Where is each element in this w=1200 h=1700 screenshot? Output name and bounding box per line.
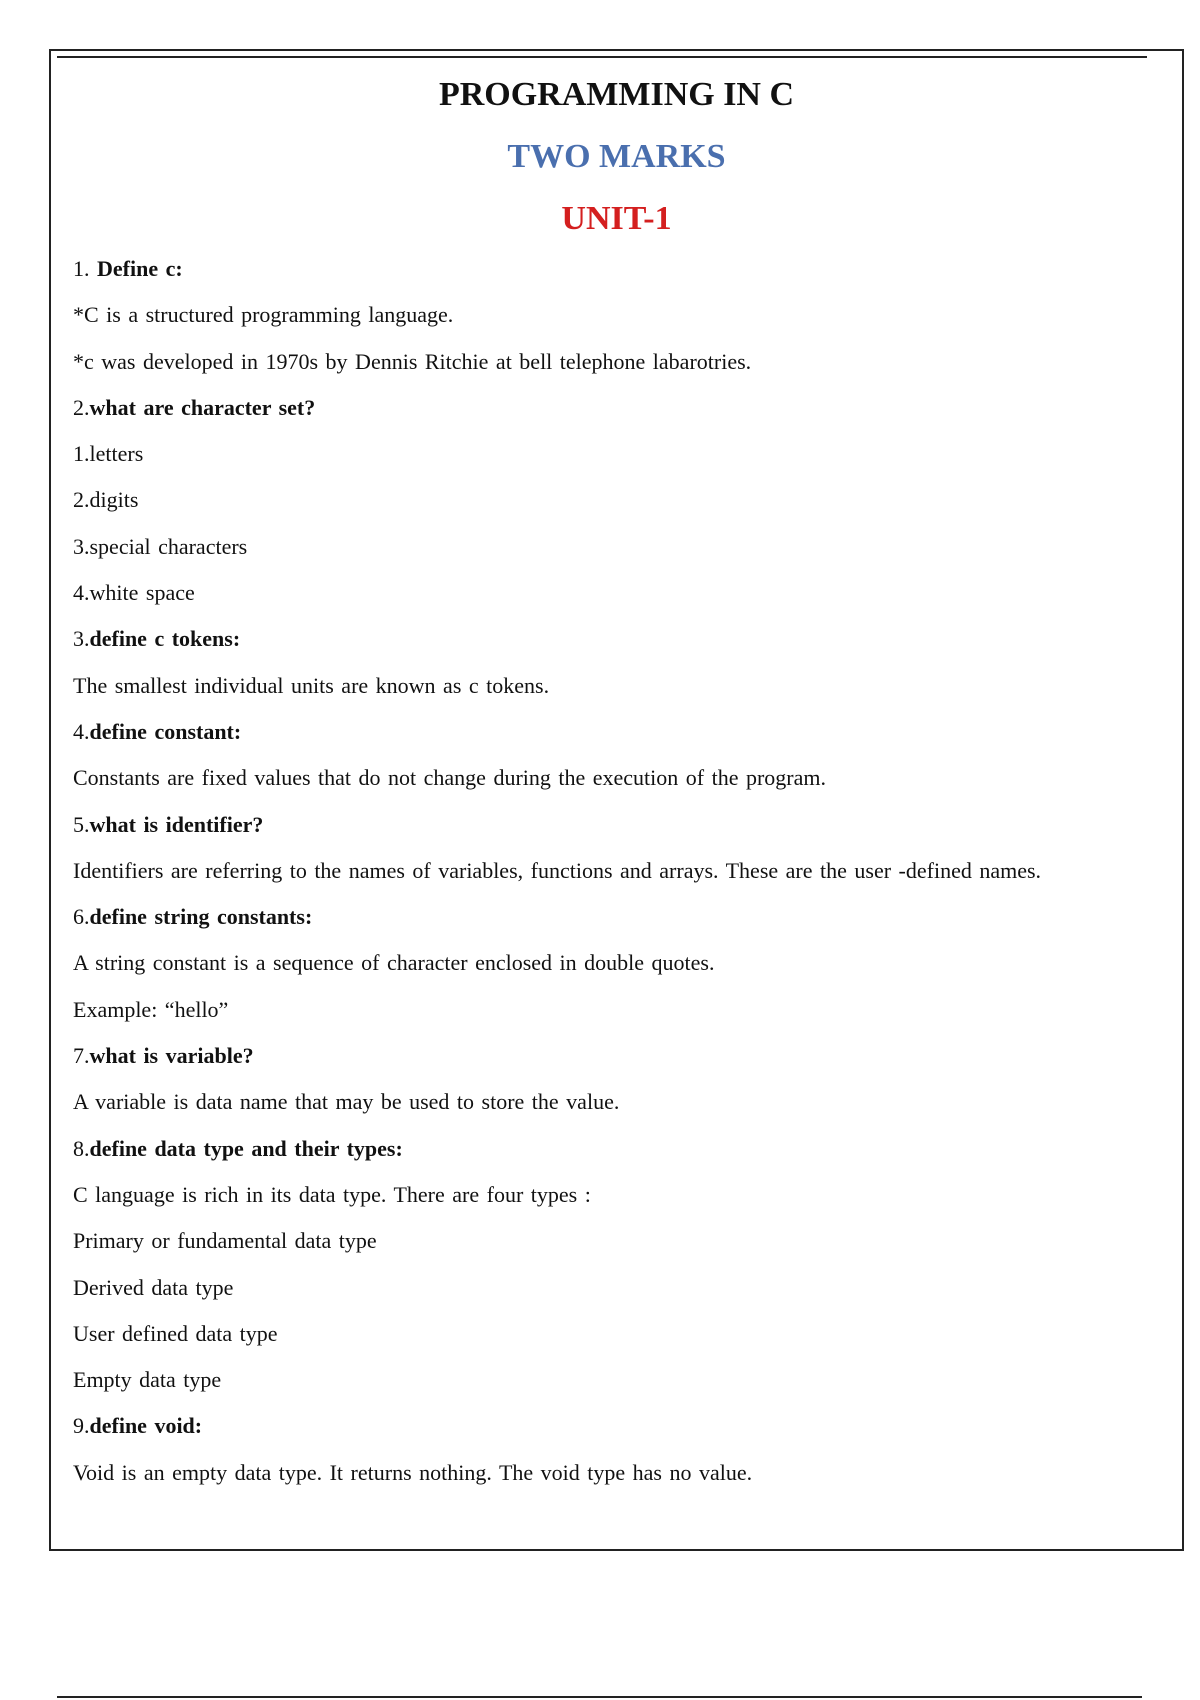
- question-heading: [73, 1134, 1173, 1180]
- answer-line: The smallest individual units are known as c tokens.: [73, 672, 550, 698]
- answer-line: *c was developed in 1970s by Dennis Ritchie at bell telephone labarotries.: [73, 348, 752, 374]
- answer-line: A string constant is a sequence of character enclosed in double quotes.: [73, 950, 715, 976]
- top-rule: [57, 56, 1147, 58]
- question-text: define string constants:: [89, 904, 313, 930]
- answer-line: Primary or fundamental data type: [73, 1228, 377, 1254]
- question-number: 6.: [73, 904, 90, 930]
- answer-line: Identifiers are referring to the names of variables, functions and arrays. These are the user -defined names.: [73, 857, 1042, 883]
- answer-line: Void is an empty data type. It returns nothing. The void type has no value.: [73, 1459, 753, 1485]
- question-number: 8.: [73, 1135, 90, 1161]
- question-text: what is identifier?: [89, 811, 264, 837]
- document-header: [51, 71, 1182, 243]
- document-subtitle: TWO MARKS: [507, 138, 726, 175]
- answer-line: Example: “hello”: [73, 996, 229, 1022]
- question-number: 3.: [73, 626, 90, 652]
- question-text: define data type and their types:: [89, 1135, 403, 1161]
- question-text: Define c:: [97, 256, 183, 281]
- question-number: 1.: [73, 256, 97, 281]
- question-number: 7.: [73, 1043, 90, 1069]
- page-frame: [49, 49, 1184, 1551]
- bottom-rule: [57, 1696, 1142, 1698]
- answer-line: Derived data type: [73, 1274, 234, 1300]
- question-text: define c tokens:: [89, 626, 241, 652]
- question-heading: [73, 810, 1173, 856]
- question-heading: [73, 254, 1173, 300]
- document-content: [73, 254, 1173, 1504]
- question-number: 9.: [73, 1413, 90, 1439]
- question-text: define void:: [89, 1413, 203, 1439]
- question-heading: [73, 393, 1173, 439]
- question-heading: [73, 717, 1173, 763]
- answer-line: Constants are fixed values that do not change during the execution of the program.: [73, 765, 827, 791]
- document-title: PROGRAMMING IN C: [438, 76, 795, 113]
- answer-line: 2.digits: [73, 487, 139, 513]
- question-number: 2.: [73, 394, 90, 420]
- answer-line: 1.letters: [73, 441, 144, 467]
- question-number: 5.: [73, 811, 90, 837]
- question-heading: [73, 1411, 1173, 1457]
- question-number: 4.: [73, 718, 90, 744]
- answer-line: Empty data type: [73, 1367, 222, 1393]
- answer-line: *C is a structured programming language.: [73, 302, 454, 328]
- unit-heading: UNIT-1: [561, 200, 672, 237]
- question-text: what are character set?: [89, 394, 316, 420]
- question-text: what is variable?: [89, 1043, 254, 1069]
- answer-line: C language is rich in its data type. There are four types :: [73, 1181, 591, 1207]
- answer-line: 3.special characters: [73, 533, 248, 559]
- answer-line: User defined data type: [73, 1320, 278, 1346]
- question-heading: [73, 902, 1173, 948]
- question-heading: [73, 624, 1173, 670]
- question-text: define constant:: [89, 718, 242, 744]
- answer-line: A variable is data name that may be used to store the value.: [73, 1089, 620, 1115]
- answer-line: 4.white space: [73, 580, 195, 606]
- question-heading: [73, 1041, 1173, 1087]
